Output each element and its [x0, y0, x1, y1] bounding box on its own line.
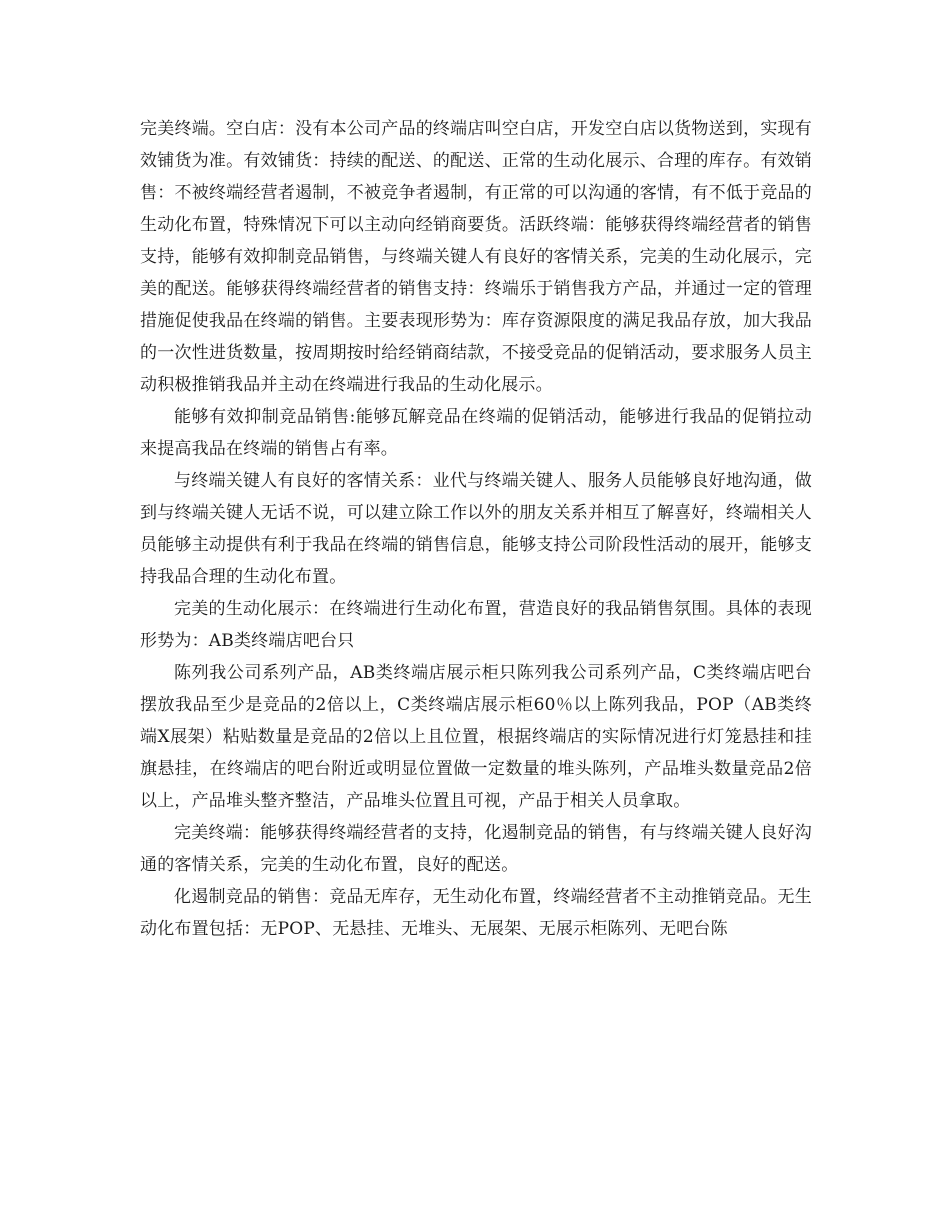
- paragraph-5: 陈列我公司系列产品，AB类终端店展示柜只陈列我公司系列产品，C类终端店吧台摆放我品至少是竞品的2倍以上，C类终端店展示柜60％以上陈列我品，POP（AB类终端X展架）粘贴数量是竞品的2倍以上且位置，根据终端店的实际情况进行灯笼悬挂和挂旗悬挂，在终端店的吧台附近或明显位置做一定数量的堆头陈列，产品堆头数量竞品2倍以上，产品堆头整齐整洁，产品堆头位置且可视，产品于相关人员拿取。: [140, 663, 812, 811]
- paragraph-6: 完美终端：能够获得终端经营者的支持，化遏制竞品的销售，有与终端关键人良好沟通的客情关系，完美的生动化布置，良好的配送。: [140, 823, 812, 875]
- paragraph-3: 与终端关键人有良好的客情关系：业代与终端关键人、服务人员能够良好地沟通，做到与终端关键人无话不说，可以建立除工作以外的朋友关系并相互了解喜好，终端相关人员能够主动提供有利于我品在终端的销售信息，能够支持公司阶段性活动的展开，能够支持我品合理的生动化布置。: [140, 471, 812, 587]
- paragraph-4: 完美的生动化展示：在终端进行生动化布置，营造良好的我品销售氛围。具体的表现形势为：AB类终端店吧台只: [140, 599, 812, 651]
- paragraph-7: 化遏制竞品的销售：竞品无库存，无生动化布置，终端经营者不主动推销竞品。无生动化布置包括：无POP、无悬挂、无堆头、无展架、无展示柜陈列、无吧台陈: [140, 887, 812, 939]
- document-body: [140, 113, 812, 945]
- paragraph-2: 能够有效抑制竞品销售:能够瓦解竞品在终端的促销活动，能够进行我品的促销拉动来提高我品在终端的销售占有率。: [140, 407, 812, 459]
- paragraph-1: 完美终端。空白店：没有本公司产品的终端店叫空白店，开发空白店以货物送到，实现有效铺货为准。有效铺货：持续的配送、的配送、正常的生动化展示、合理的库存。有效销售：不被终端经营者遏制，不被竞争者遏制，有正常的可以沟通的客情，有不低于竞品的生动化布置，特殊情况下可以主动向经销商要货。活跃终端：能够获得终端经营者的销售支持，能够有效抑制竞品销售，与终端关键人有良好的客情关系，完美的生动化展示，完美的配送。能够获得终端经营者的销售支持：终端乐于销售我方产品，并通过一定的管理措施促使我品在终端的销售。主要表现形势为：库存资源限度的满足我品存放，加大我品的一次性进货数量，按周期按时给经销商结款，不接受竞品的促销活动，要求服务人员主动积极推销我品并主动在终端进行我品的生动化展示。: [140, 119, 812, 395]
